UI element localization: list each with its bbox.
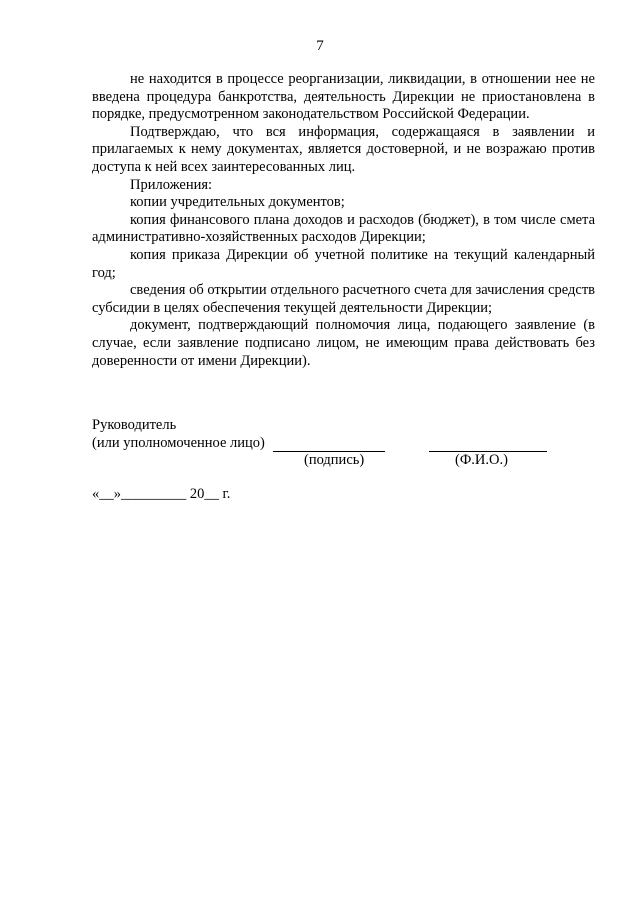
full-name-field[interactable]	[429, 437, 547, 452]
page-number: 7	[316, 38, 324, 54]
attachment-item: документ, подтверждающий полномочия лица, подающего заявление (в случае, если заявление подписано лицом, не имеющим права действовать без доверенности от имени Дирекции).	[92, 317, 595, 369]
signature-block	[92, 417, 595, 470]
signer-role-label: Руководитель	[92, 417, 177, 433]
date-line[interactable]: «__»_________ 20__ г.	[92, 486, 231, 502]
attachments-heading: Приложения:	[130, 176, 213, 193]
attachment-item: копии учредительных документов;	[130, 194, 345, 211]
attachment-item: сведения об открытии отдельного расчетного счета для зачисления средств субсидии в целях обеспечения текущей деятельности Дирекции;	[92, 282, 595, 316]
signature-caption: (подпись)	[304, 452, 365, 469]
attachment-item: копия приказа Дирекции об учетной политике на текущий календарный год;	[92, 246, 595, 281]
full-name-caption: (Ф.И.О.)	[455, 452, 508, 469]
signature-field[interactable]	[273, 437, 385, 452]
attachment-item: копия финансового плана доходов и расходов (бюджет), в том числе смета административно-хозяйственных расходов Дирекции;	[92, 211, 595, 246]
paragraph-confirmation: Подтверждаю, что вся информация, содержащаяся в заявлении и прилагаемых к нему документах, является достоверной, и не возражаю против доступа к ней всех заинтересованных лиц.	[92, 123, 595, 175]
signature-captions	[92, 452, 595, 470]
paragraph-status: не находится в процессе реорганизации, ликвидации, в отношении нее не введена процедура банкротства, деятельность Дирекции не приостановлена в порядке, предусмотренном законодательством Российской Федерации.	[92, 71, 595, 123]
document-body	[92, 71, 595, 370]
signer-role-qualifier: (или уполномоченное лицо)	[92, 434, 265, 451]
signature-row	[92, 435, 595, 453]
